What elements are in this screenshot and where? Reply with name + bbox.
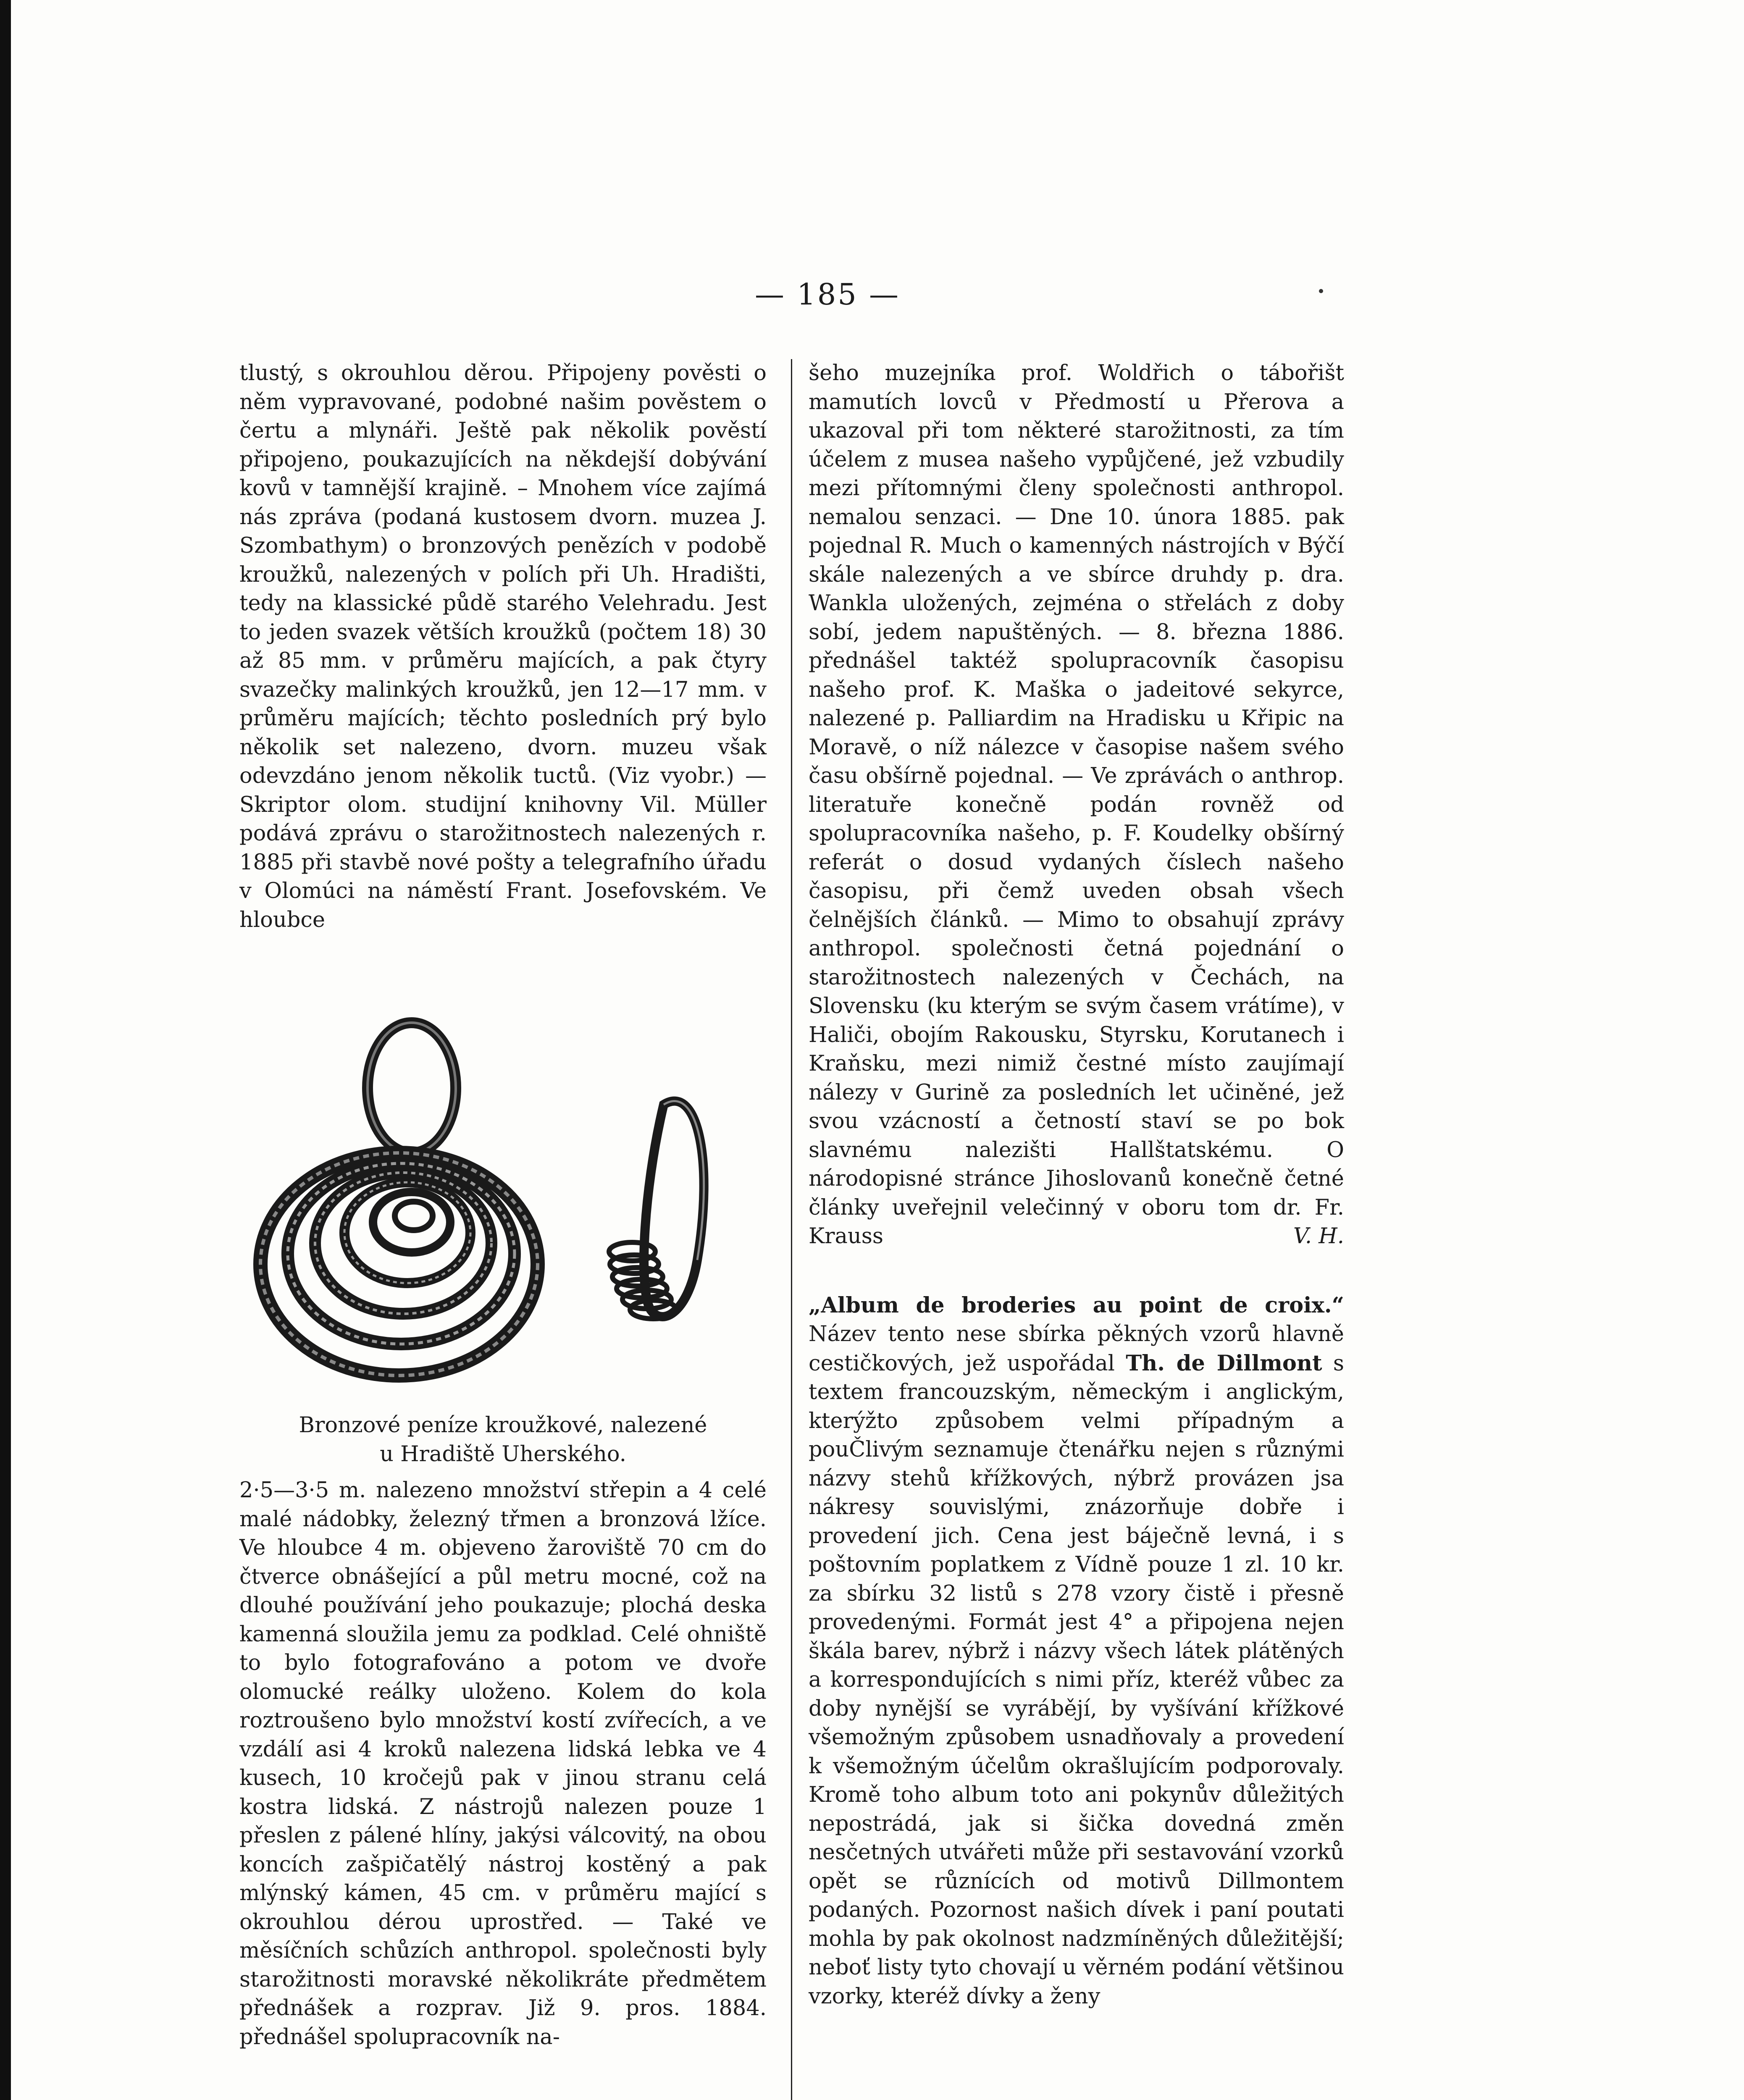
figure-caption — [239, 1411, 767, 1469]
page-edge — [0, 0, 11, 2100]
album-article-intro: Název tento nese sbírka pěkných vzorů hlavně cestičkových, jež uspořádal — [809, 1322, 1344, 1376]
album-article-title: „Album de broderies au point de croix.“ — [809, 1292, 1344, 1318]
figure-caption-line-2: u Hradiště Uherského. — [380, 1441, 626, 1467]
left-column-lower — [239, 1476, 767, 2052]
page-number: — 185 — — [754, 277, 901, 312]
album-article-text: s textem francouzským, německým i anglickým, kterýžto způsobem velmi případným a pouČlivým seznamuje čtenářku nejen s různými názvy stehů křížkových, nýbrž provázen jsa nákresy souvislými, znázorňuje dobře i provedení jich. Cena jest báječně levná, i s poštovním poplatkem z Vídně pouze 1 zl. 10 kr. za sbírku 32 listů s 278 vzory čistě i přesně provedenými. Formát jest 4° a připojena nejen škála barev, nýbrž i názvy všech látek plátěných a korrespondujících s nimi příz, kteréž vůbec za doby nynější se vyrábějí, by vyšívání křížkové všemožným způsobem usnadňovaly a provedení k všemožným účelům okrašlujícím podporovaly. Kromě toho album toto ani pokynův důležitých nepostrádá, jak si šička dovedná změn nesčetných utvářeti může při sestavování vzorků opět se různících od motivů Dillmontem podaných. Pozornost našich dívek i paní poutati mohla by pak okolnost nadzmíněných důležitější; neboť listy tyto chovají u věrném podání většinou vzorky, kteréž dívky a ženy — [809, 1351, 1345, 2009]
author-signature: V. H. — [1293, 1224, 1344, 1249]
right-column — [809, 359, 1344, 2011]
album-article-author: Th. de Dillmont — [1126, 1350, 1322, 1376]
column-divider — [791, 359, 792, 2100]
album-article — [809, 1291, 1344, 2011]
right-column-text-top — [809, 359, 1344, 1251]
figure-caption-line-1: Bronzové peníze kroužkové, nalezené — [299, 1413, 707, 1438]
print-mark — [1319, 289, 1323, 293]
right-column-text: šeho muzejníka prof. Woldřich o tábořišt mamutích lovců v Předmostí u Přerova a ukazoval při tom některé starožitnosti, za tím účelem z musea našeho vypůjčené, jež vzbudily mezi přítomnými členy společnosti anthropol. nemalou senzaci. — Dne 10. února 1885. pak pojednal R. Much o kamenných nástrojích v Býčí skále nalezených a ve sbírce druhdy p. dra. Wankla uložených, zejména o střelách z doby sobí, jedem napuštěných. — 8. března 1886. přednášel taktéž spolupracovník časopisu našeho prof. K. Maška o jadeitové sekyrce, nalezené p. Palliardim na Hradisku u Křipic na Moravě, o níž nálezce v časopise našem svého času obšírně pojednal. — Ve zprávách o anthrop. literatuře konečně podán rovněž od spolupracovníka našeho, p. F. Koudelky obšírný referát o dosud vydaných číslech našeho časopisu, při čemž uveden obsah všech čelnějších článků. — Mimo to obsahují zprávy anthropol. společnosti četná pojednání o starožitnostech nalezených v Čechách, na Slovensku (ku kterým se svým časem vrátíme), v Haliči, obojím Rakousku, Styrsku, Korutanech i Kraňsku, mezi nimiž čestné místo zaujímají nálezy v Gurině za posledních let učiněné, jež svou vzácností a četností staví se po bok slavnému nalezišti Hallštatskému. O národopisné stránce Jihoslovanů konečně četné články uveřejnil velečinný v oboru tom dr. Fr. Krauss — [809, 361, 1344, 1249]
left-column — [239, 359, 767, 934]
left-column-text-top: tlustý, s okrouhlou děrou. Připojeny pověsti o něm vypravované, podobné našim pověstem o čertu a mlynáři. Ještě pak několik pověstí připojeno, poukazujících na někdejší dobývání kovů v tamnější krajině. – Mnohem více zajímá nás zpráva (podaná kustosem dvorn. muzea J. Szombathym) o bronzových penězích v podobě kroužků, nalezených v polích při Uh. Hradišti, tedy na klassické půdě starého Velehradu. Jest to jeden svazek větších kroužků (počtem 18) 30 až 85 mm. v průměru majících, a pak čtyry svazečky malinkých kroužků, jen 12—17 mm. v průměru majících; těchto posledních prý bylo několik set nalezeno, dvorn. muzeu však odevzdáno jenom několik tuctů. (Viz vyobr.) — Skriptor olom. studijní knihovny Vil. Müller podává zprávu o starožitnostech nalezených r. 1885 při stavbě nové pošty a telegrafního úřadu v Olomúci na náměstí Frant. Josefovském. Ve hloubce — [239, 361, 767, 932]
bronze-rings-illustration — [235, 1008, 773, 1407]
left-column-text-bottom: 2·5—3·5 m. nalezeno množství střepin a 4 celé malé nádobky, železný třmen a bronzová lžíce. Ve hloubce 4 m. objeveno žaroviště 70 cm do čtverce obnášející a půl metru mocné, což na dlouhé používání jeho poukazuje; plochá deska kamenná sloužila jemu za podklad. Celé ohniště to bylo fotografováno a potom ve dvoře olomucké reálky uloženo. Kolem do kola roztroušeno bylo množství kostí zvířecích, a ve vzdálí asi 4 kroků nalezena lidská lebka ve 4 kusech, 10 kročejů pak v jinou stranu celá kostra lidská. Z nástrojů nalezen pouze 1 přeslen z pálené hlíny, jakýsi válcovitý, na obou koncích zašpičatělý nástroj kostěný a pak mlýnský kámen, 45 cm. v průměru mající s okrouhlou dérou uprostřed. — Také ve měsíčních schůzích anthropol. společnosti byly starožitnosti moravské několikráte předmětem přednášek a rozprav. Již 9. pros. 1884. přednášel spolupracovník na- — [239, 1478, 767, 2050]
